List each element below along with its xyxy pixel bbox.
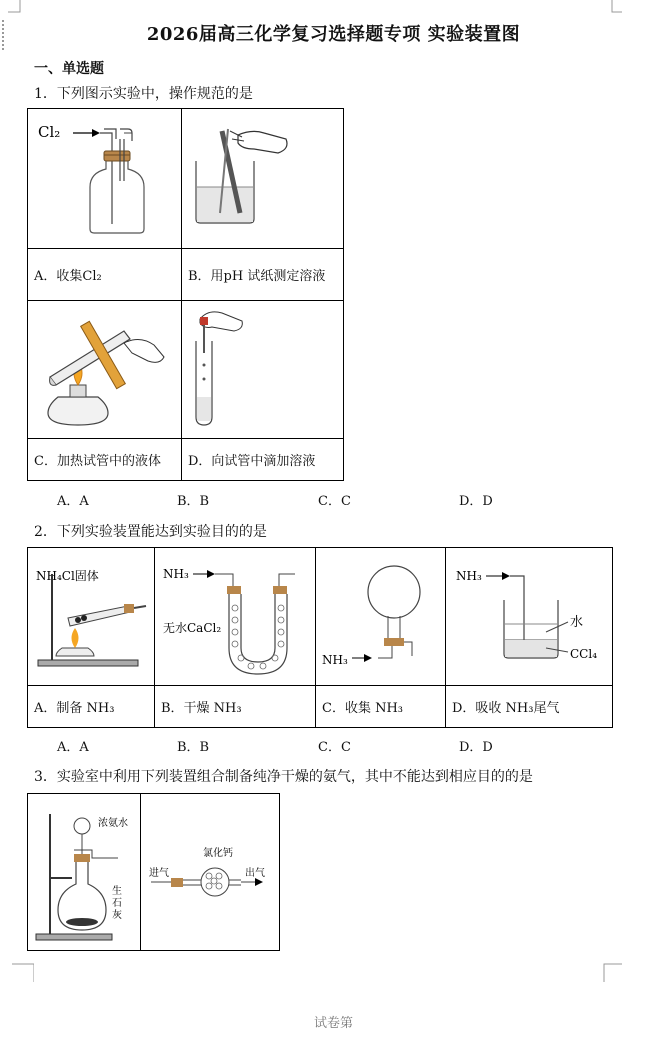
q1-figure-table [27, 108, 344, 481]
q1-caption-d: D．向试管中滴加溶液 [182, 439, 344, 481]
q1-figure-b [182, 109, 344, 249]
q3-quicklime-label-3: 灰 [112, 910, 122, 921]
q1-figure-a [28, 109, 182, 249]
q2-figure-a [28, 548, 155, 686]
q3-ammonia-water-label: 浓氨水 [98, 818, 128, 829]
q2-figure-d-ccl4-label: CCl₄ [570, 647, 598, 661]
q2-option-a[interactable]: A．A [57, 740, 89, 755]
q1-figure-a-label: Cl₂ [38, 123, 61, 141]
q2-caption-c: C．收集 NH₃ [316, 686, 446, 728]
corner-mark-bottom-left [12, 960, 34, 982]
q2-caption-a: A．制备 NH₃ [28, 686, 155, 728]
page-footer: 试卷第 [313, 1016, 353, 1031]
q3-figure-right [141, 794, 280, 951]
test-tube-icon [68, 606, 130, 626]
corner-mark-top-left [8, 0, 30, 22]
q3-cacl2-label: 氯化钙 [203, 848, 233, 859]
q1-option-c[interactable]: C．C [318, 494, 351, 509]
q1-figure-d [182, 301, 344, 439]
q1-caption-c: C．加热试管中的液体 [28, 439, 182, 481]
q2-figure-d-water-label: 水 [570, 615, 584, 630]
alcohol-lamp-icon [48, 397, 108, 425]
q3-gas-out-label: 出气 [245, 868, 265, 879]
q1-caption-b: B．用pH 试纸测定溶液 [182, 249, 344, 301]
arrow-icon [255, 878, 263, 886]
q2-figure-b [155, 548, 316, 686]
q3-stem: 3．实验室中利用下列装置组合制备纯净干燥的氨气，其中不能达到相应目的的是 [34, 769, 533, 785]
q1-caption-a: A．收集Cl₂ [28, 249, 182, 301]
q2-option-b[interactable]: B．B [177, 740, 210, 755]
q2-figure-table [27, 547, 613, 728]
hand-icon [124, 339, 164, 362]
q2-option-d[interactable]: D．D [459, 740, 493, 755]
q1-option-d[interactable]: D．D [459, 494, 493, 509]
corner-mark-bottom-right [600, 960, 622, 982]
q2-figure-d [446, 548, 613, 686]
q2-caption-d: D．吸收 NH₃尾气 [446, 686, 613, 728]
q1-option-b[interactable]: B．B [177, 494, 210, 509]
funnel-icon [74, 818, 90, 834]
hand-icon [238, 131, 287, 153]
q2-figure-a-label: NH₄Cl固体 [36, 569, 99, 583]
flame-icon [72, 628, 79, 648]
arrow-icon [92, 129, 100, 137]
q2-caption-b: B．干燥 NH₃ [155, 686, 316, 728]
q2-figure-b-gas-label: NH₃ [163, 567, 189, 581]
page-title: 2026届高三化学复习选择题专项 实验装置图 [146, 24, 521, 45]
arrow-icon [207, 570, 215, 578]
q2-figure-c [316, 548, 446, 686]
q3-quicklime-label-1: 生 [112, 886, 122, 897]
q1-figure-c [28, 301, 182, 439]
q2-option-c[interactable]: C．C [318, 740, 351, 755]
arrow-icon [502, 572, 510, 580]
q3-figure-table [27, 793, 280, 951]
q3-figure-left [28, 794, 141, 951]
q3-quicklime-label-2: 石 [112, 898, 122, 909]
arrow-icon [364, 654, 372, 662]
q2-figure-d-gas-label: NH₃ [456, 569, 482, 583]
q1-stem: 1．下列图示实验中，操作规范的是 [34, 86, 253, 102]
q3-gas-in-label: 进气 [149, 868, 169, 879]
q1-option-a[interactable]: A．A [57, 494, 89, 509]
q2-stem: 2．下列实验装置能达到实验目的的是 [34, 524, 267, 540]
section-heading: 一、单选题 [34, 61, 104, 77]
drying-tube-icon [201, 868, 229, 896]
q2-figure-b-drying-label: 无水CaCl₂ [163, 621, 222, 635]
flask-icon [368, 566, 420, 618]
q2-figure-c-gas-label: NH₃ [322, 653, 348, 667]
corner-mark-top-right [600, 0, 622, 22]
